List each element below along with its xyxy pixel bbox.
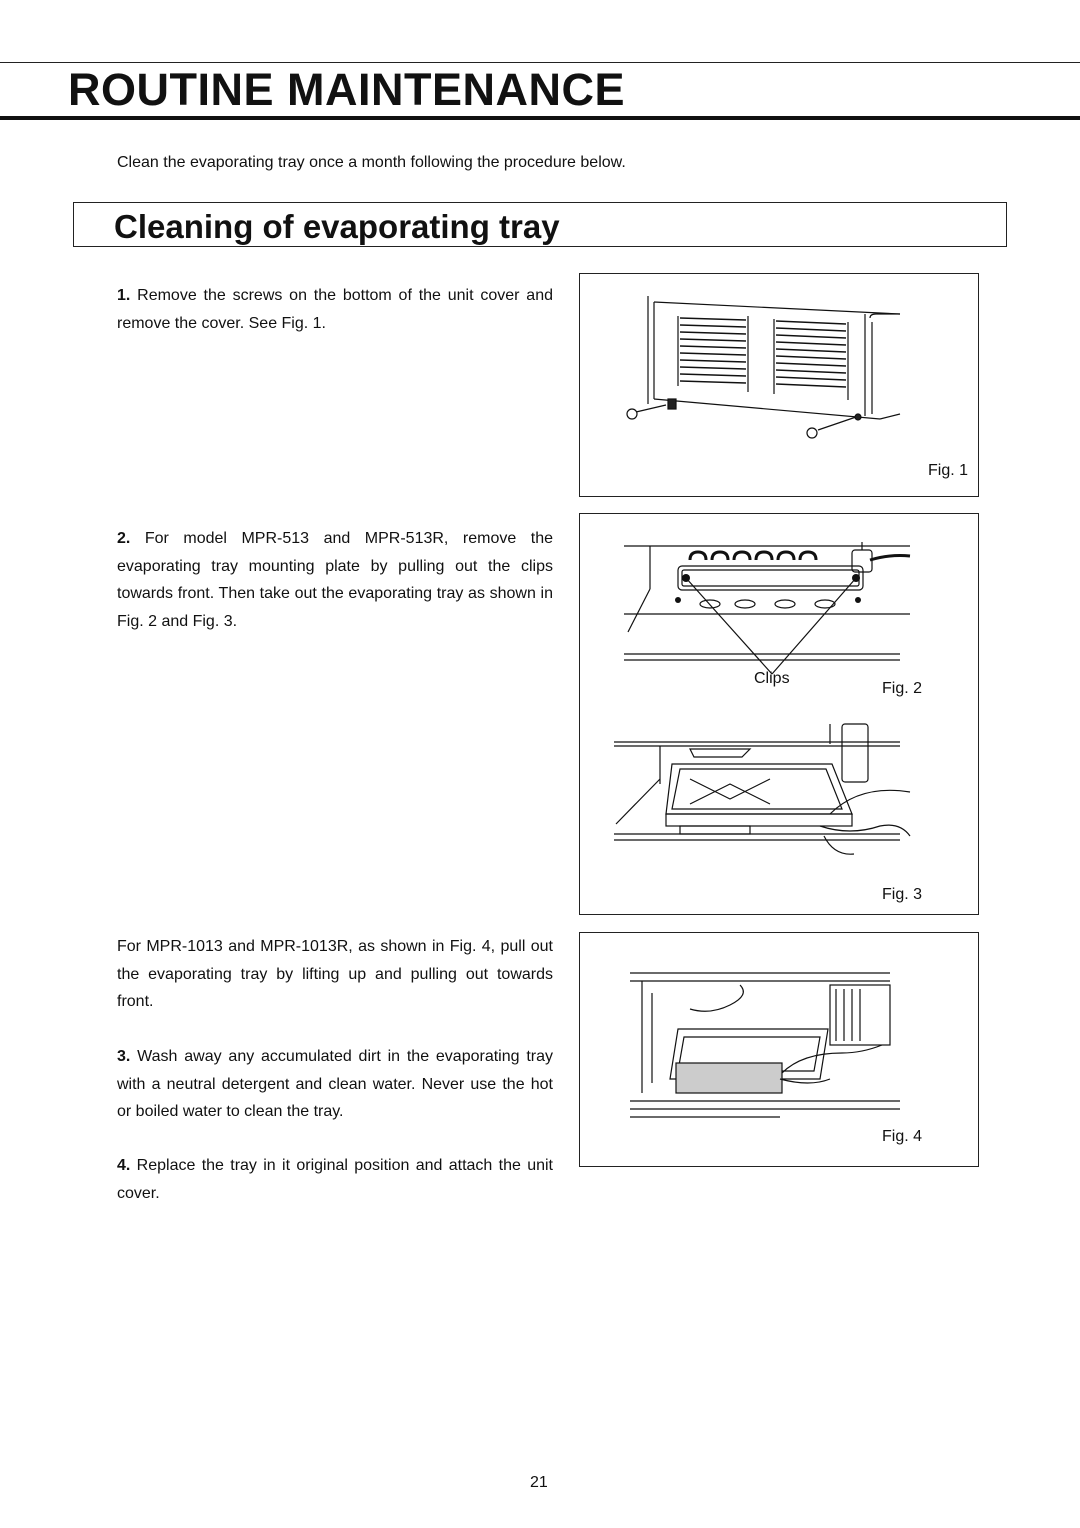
figure-4-label: Fig. 4 (882, 1128, 923, 1145)
step-2-models-1013 (117, 933, 553, 1016)
step-2 (117, 525, 553, 635)
figure-3-label: Fig. 3 (882, 886, 923, 903)
step-2b-text: For MPR-1013 and MPR-1013R, as shown in Fig. 4, pull out the evaporating tray by lifting up and pulling out towards front. (117, 938, 553, 1010)
clips-callout: Clips (754, 670, 790, 687)
step-3-text: Wash away any accumulated dirt in the evaporating tray with a neutral detergent and clean water. Never use the hot or boiled water to clean the tray. (117, 1048, 553, 1120)
step-1 (117, 282, 553, 337)
page-title: ROUTINE MAINTENANCE (68, 64, 625, 115)
step-3-number: 3. (117, 1048, 131, 1065)
intro-text: Clean the evaporating tray once a month following the procedure below. (117, 154, 626, 171)
page-number: 21 (530, 1474, 548, 1491)
step-3 (117, 1043, 553, 1126)
figure-1-label: Fig. 1 (928, 462, 969, 479)
step-1-number: 1. (117, 287, 131, 304)
step-1-text: Remove the screws on the bottom of the unit cover and remove the cover. See Fig. 1. (117, 287, 553, 332)
step-2-text: For model MPR-513 and MPR-513R, remove the evaporating tray mounting plate by pulling out the clips towards front. Then take out the evaporating tray as shown in Fig. 2 and Fig. 3. (117, 530, 553, 630)
step-4-text: Replace the tray in it original position and attach the unit cover. (117, 1157, 553, 1202)
figure-4 (579, 932, 979, 1167)
figure-1-illustration (580, 274, 978, 496)
section-heading-box (73, 202, 1007, 247)
figure-2-label: Fig. 2 (882, 680, 923, 697)
figure-2-3 (579, 513, 979, 915)
header-rule-top (0, 62, 1080, 63)
figure-2-3-illustration (580, 514, 978, 914)
figure-1 (579, 273, 979, 497)
step-4-number: 4. (117, 1157, 131, 1174)
header-rule-bottom (0, 116, 1080, 120)
step-2-number: 2. (117, 530, 131, 547)
step-4 (117, 1152, 553, 1207)
section-title: Cleaning of evaporating tray (114, 208, 560, 245)
